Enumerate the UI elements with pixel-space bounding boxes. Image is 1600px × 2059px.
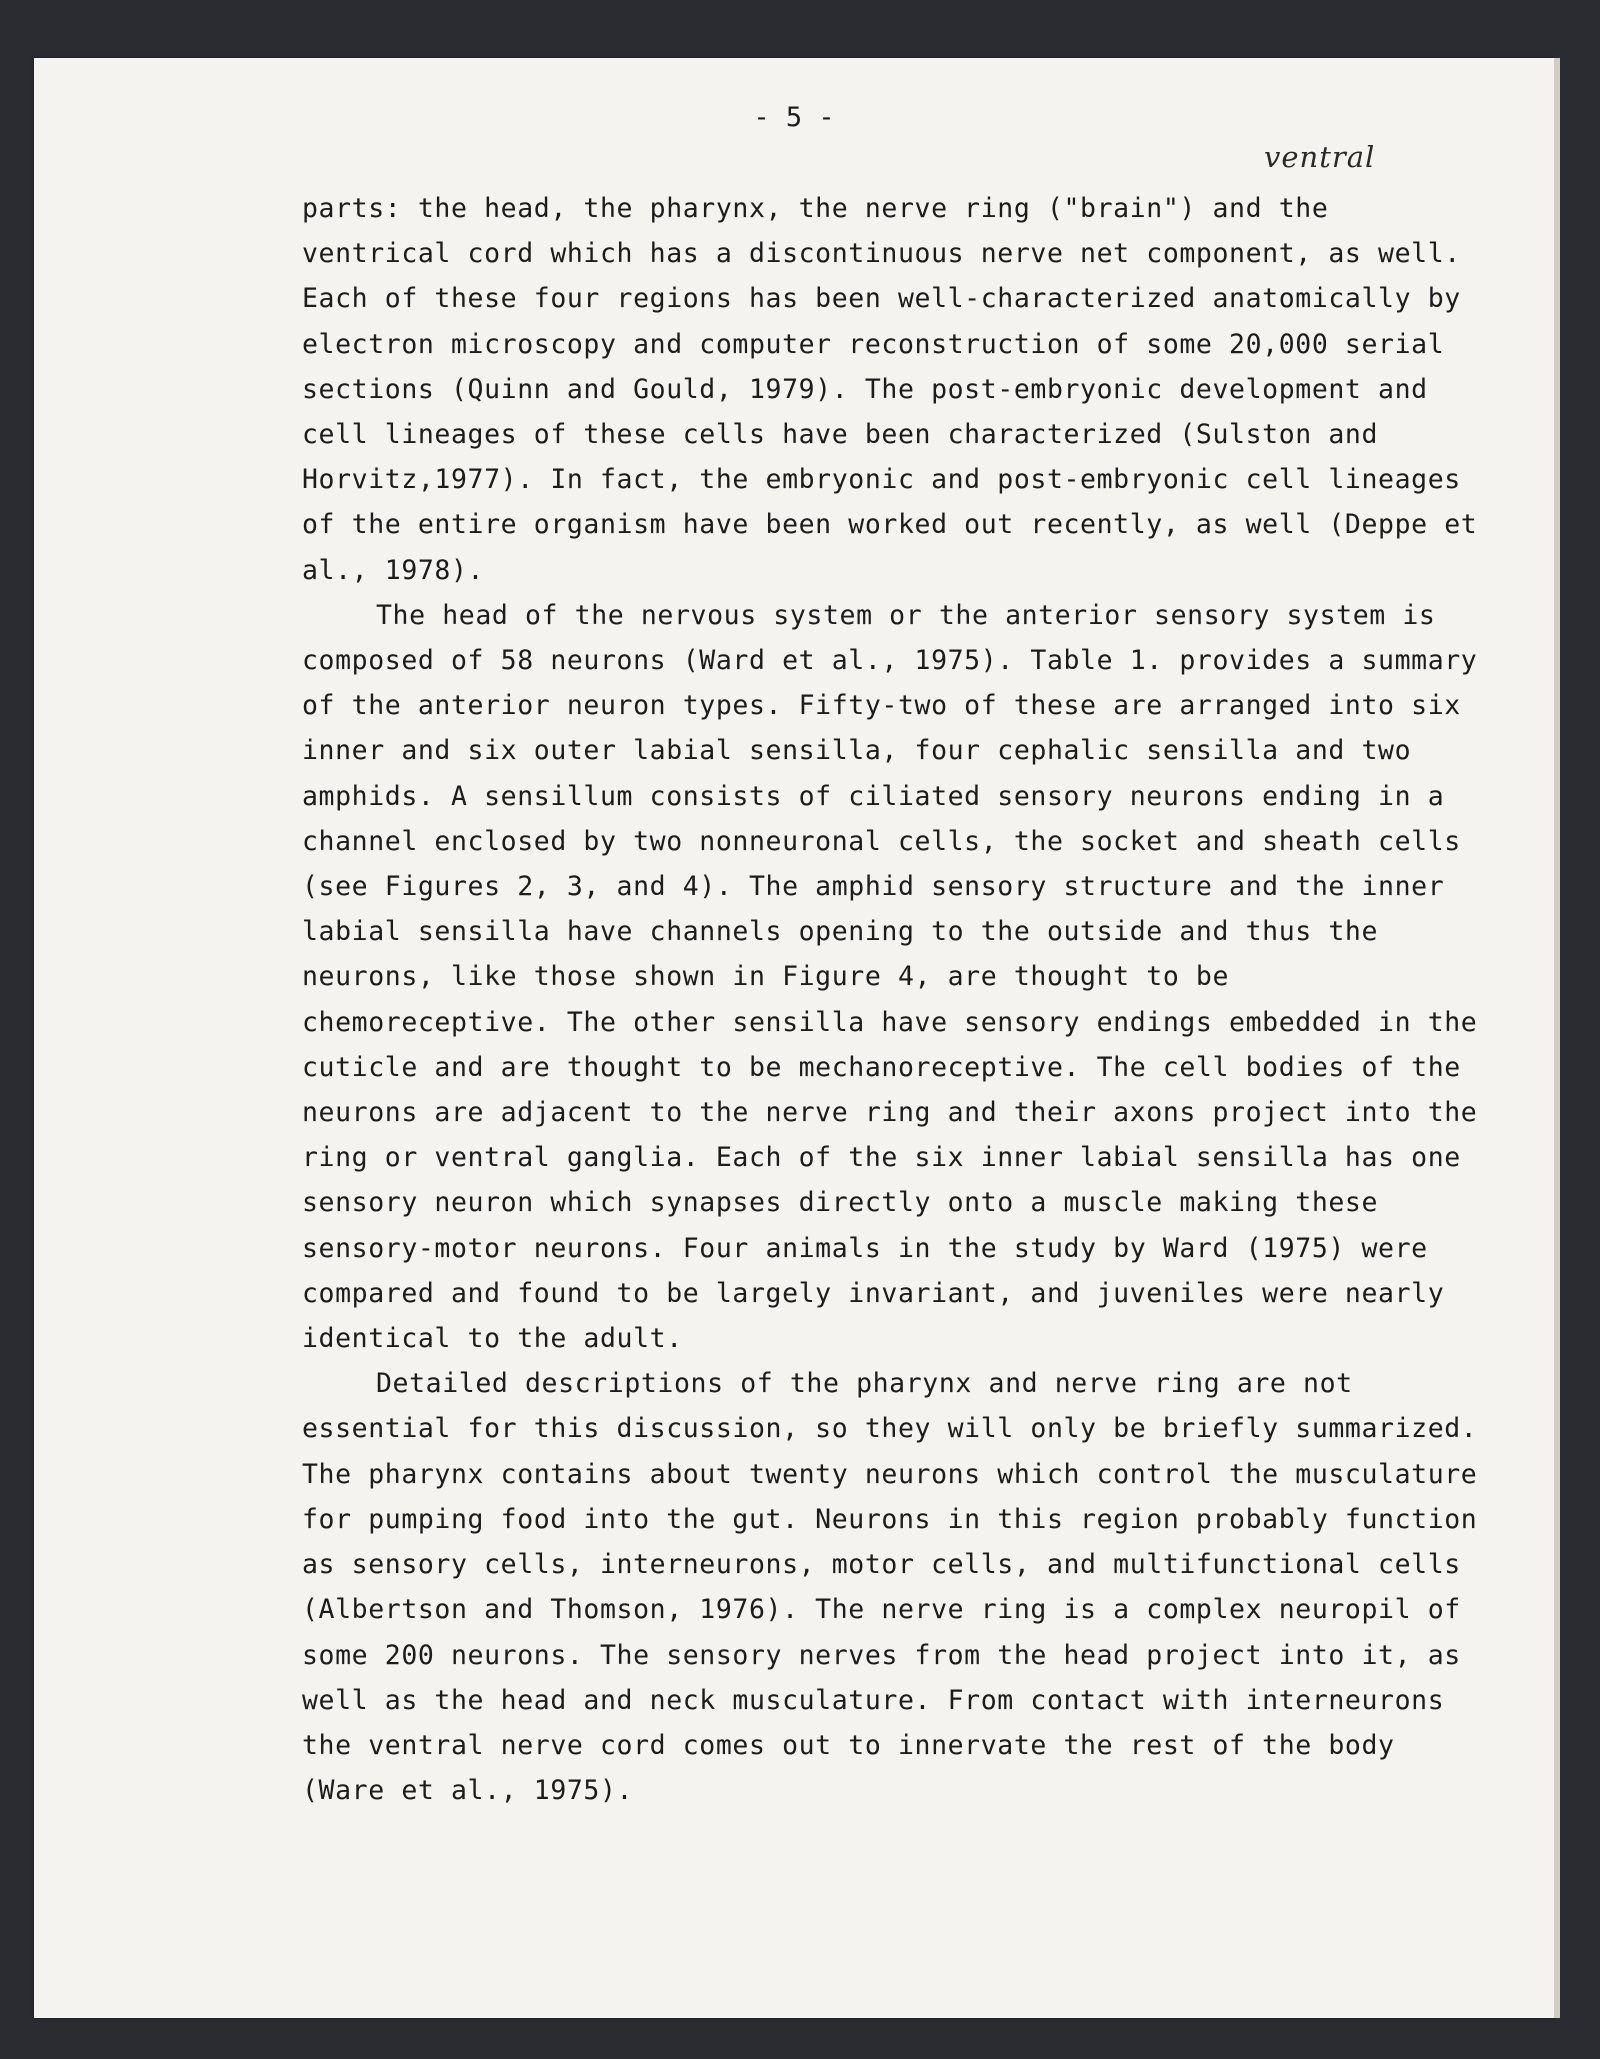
- paragraph-3: Detailed descriptions of the pharynx and nerve ring are not essential for this discussion, so they will only be briefly summarized. The pharynx contains about twenty neurons which control the musculature for pumping food into the gut. Neurons in this region probably function as sensory cells, interneurons, motor cells, and multifunctional cells (Albertson and Thomson, 1976). The nerve ring is a complex neuropil of some 200 neurons. The sensory nerves from the head project into it, as well as the head and neck musculature. From contact with interneurons the ventral nerve cord comes out to innervate the rest of the body (Ware et al., 1975).: [302, 1368, 1478, 1807]
- page-number: - 5 -: [753, 102, 835, 133]
- paragraph-2: The head of the nervous system or the anterior sensory system is composed of 58 neurons (Ward et al., 1975). Table 1. provides a summary of the anterior neuron types. Fifty-two of these are arranged into six inner and six outer labial sensilla, four cephalic sensilla and two amphids. A sensillum consists of ciliated sensory neurons ending in a channel enclosed by two nonneuronal cells, the socket and sheath cells (see Figures 2, 3, and 4). The amphid sensory structure and the inner labial sensilla have channels opening to the outside and thus the neurons, like those shown in Figure 4, are thought to be chemoreceptive. The other sensilla have sensory endings embedded in the cuticle and are thought to be mechanoreceptive. The cell bodies of the neurons are adjacent to the nerve ring and their axons project into the ring or ventral ganglia. Each of the six inner labial sensilla has one sensory neuron which synapses directly onto a muscle making these sensory-motor neurons. Four animals in the study by Ward (1975) were compared and found to be largely invariant, and juveniles were nearly identical to the adult.: [302, 599, 1478, 1355]
- handwritten-annotation: ventral: [1264, 140, 1376, 174]
- page-edge: [1554, 58, 1560, 2018]
- body-text: [302, 186, 1482, 1813]
- document-page: [34, 58, 1554, 2018]
- paragraph-1: parts: the head, the pharynx, the nerve ring ("brain") and the ventrical cord which has a discontinuous nerve net component, as well. Each of these four regions has been well-characterized anatomically by electron microscopy and computer reconstruction of some 20,000 serial sections (Quinn and Gould, 1979). The post-embryonic development and cell lineages of these cells have been characterized (Sulston and Horvitz,1977). In fact, the embryonic and post-embryonic cell lineages of the entire organism have been worked out recently, as well (Deppe et al., 1978).: [302, 193, 1478, 586]
